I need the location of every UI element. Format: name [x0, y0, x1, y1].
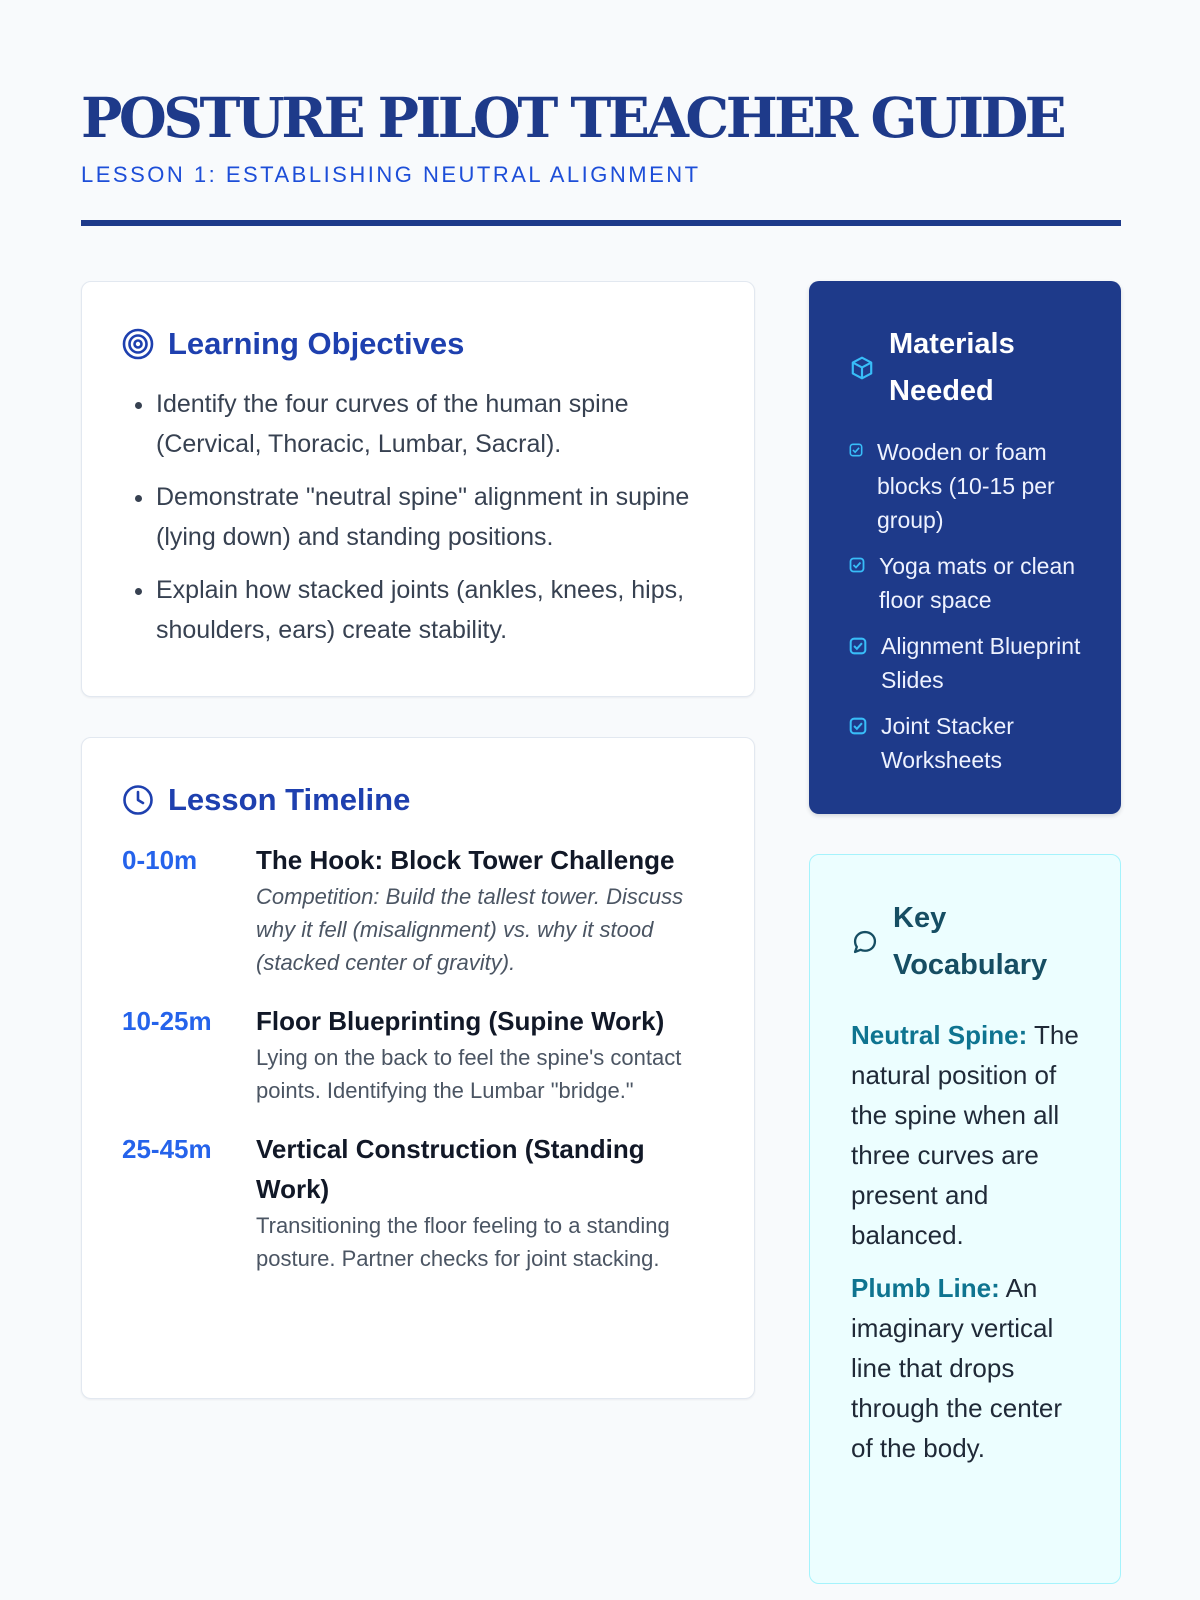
- page-header: [81, 82, 1121, 190]
- vocabulary-title: Key Vocabulary: [893, 902, 1048, 981]
- material-label: Joint Stacker Worksheets: [881, 713, 1014, 773]
- page-subtitle: LESSON 1: ESTABLISHING NEUTRAL ALIGNMENT: [81, 162, 701, 187]
- timeline-row: [122, 840, 714, 979]
- vocabulary-term: Neutral Spine:: [851, 1020, 1028, 1050]
- vocabulary-definition: The natural position of the spine when all three curves are present and balanced.: [851, 1020, 1079, 1250]
- page-title: POSTURE PILOT TEACHER GUIDE: [81, 85, 1064, 150]
- key-vocabulary-card: [809, 854, 1121, 1584]
- objective-item: • Identify the four curves of the human spine (Cervical, Thoracic, Lumbar, Sacral).: [156, 384, 714, 464]
- checkbox-icon: [849, 443, 863, 457]
- material-item: [849, 709, 1091, 777]
- material-item: [849, 435, 1091, 537]
- timeline-body: [256, 1129, 714, 1275]
- vocabulary-entry: [851, 1268, 1084, 1468]
- checkbox-icon: [849, 637, 867, 655]
- timeline-row: [122, 1001, 714, 1107]
- lesson-timeline-card: [81, 737, 755, 1399]
- target-icon: [122, 328, 154, 360]
- material-item: [849, 629, 1091, 697]
- timeline-time: 10-25m: [122, 1006, 212, 1036]
- materials-needed-card: [809, 281, 1121, 814]
- timeline-description: Competition: Build the tallest tower. Discuss why it fell (misalignment) vs. why it stood (stacked center of gravity).: [256, 884, 684, 975]
- materials-heading: [849, 321, 1091, 415]
- timeline-description: Transitioning the floor feeling to a standing posture. Partner checks for joint stacking.: [256, 1213, 670, 1271]
- timeline-list: [122, 840, 714, 1275]
- timeline-row: [122, 1129, 714, 1275]
- timeline-title: Floor Blueprinting (Supine Work): [256, 1006, 665, 1036]
- vocabulary-heading: [851, 895, 1084, 989]
- vocabulary-entry: [851, 1015, 1084, 1255]
- material-item: [849, 549, 1091, 617]
- material-label: Yoga mats or clean floor space: [879, 553, 1076, 613]
- objective-item: • Explain how stacked joints (ankles, knees, hips, shoulders, ears) create stability.: [156, 570, 714, 650]
- lesson-timeline-heading: [122, 780, 714, 820]
- materials-title: Materials Needed: [889, 328, 1015, 407]
- timeline-time: 0-10m: [122, 845, 198, 875]
- vocabulary-term: Plumb Line:: [851, 1273, 1000, 1303]
- vocabulary-definition: An imaginary vertical line that drops through the center of the body.: [851, 1273, 1063, 1463]
- objective-item: • Demonstrate "neutral spine" alignment in supine (lying down) and standing positions.: [156, 477, 714, 557]
- checkbox-icon: [849, 557, 865, 573]
- timeline-description: Lying on the back to feel the spine's contact points. Identifying the Lumbar "bridge.": [256, 1045, 682, 1103]
- timeline-body: [256, 840, 714, 979]
- box-icon: [849, 355, 875, 381]
- timeline-body: [256, 1001, 714, 1107]
- material-label: Wooden or foam blocks (10-15 per group): [877, 439, 1055, 533]
- materials-list: [849, 435, 1091, 777]
- learning-objectives-card: [81, 281, 755, 697]
- learning-objectives-heading: [122, 324, 714, 364]
- learning-objectives-title: Learning Objectives: [168, 326, 465, 361]
- timeline-title: Vertical Construction (Standing Work): [256, 1134, 645, 1204]
- objectives-list: [122, 384, 714, 650]
- checkbox-icon: [849, 717, 867, 735]
- timeline-title: The Hook: Block Tower Challenge: [256, 845, 675, 875]
- header-divider: [81, 220, 1121, 226]
- clock-icon: [122, 784, 154, 816]
- chat-bubble-icon: [851, 928, 879, 956]
- lesson-timeline-title: Lesson Timeline: [168, 782, 411, 817]
- timeline-time: 25-45m: [122, 1134, 212, 1164]
- material-label: Alignment Blueprint Slides: [881, 633, 1081, 693]
